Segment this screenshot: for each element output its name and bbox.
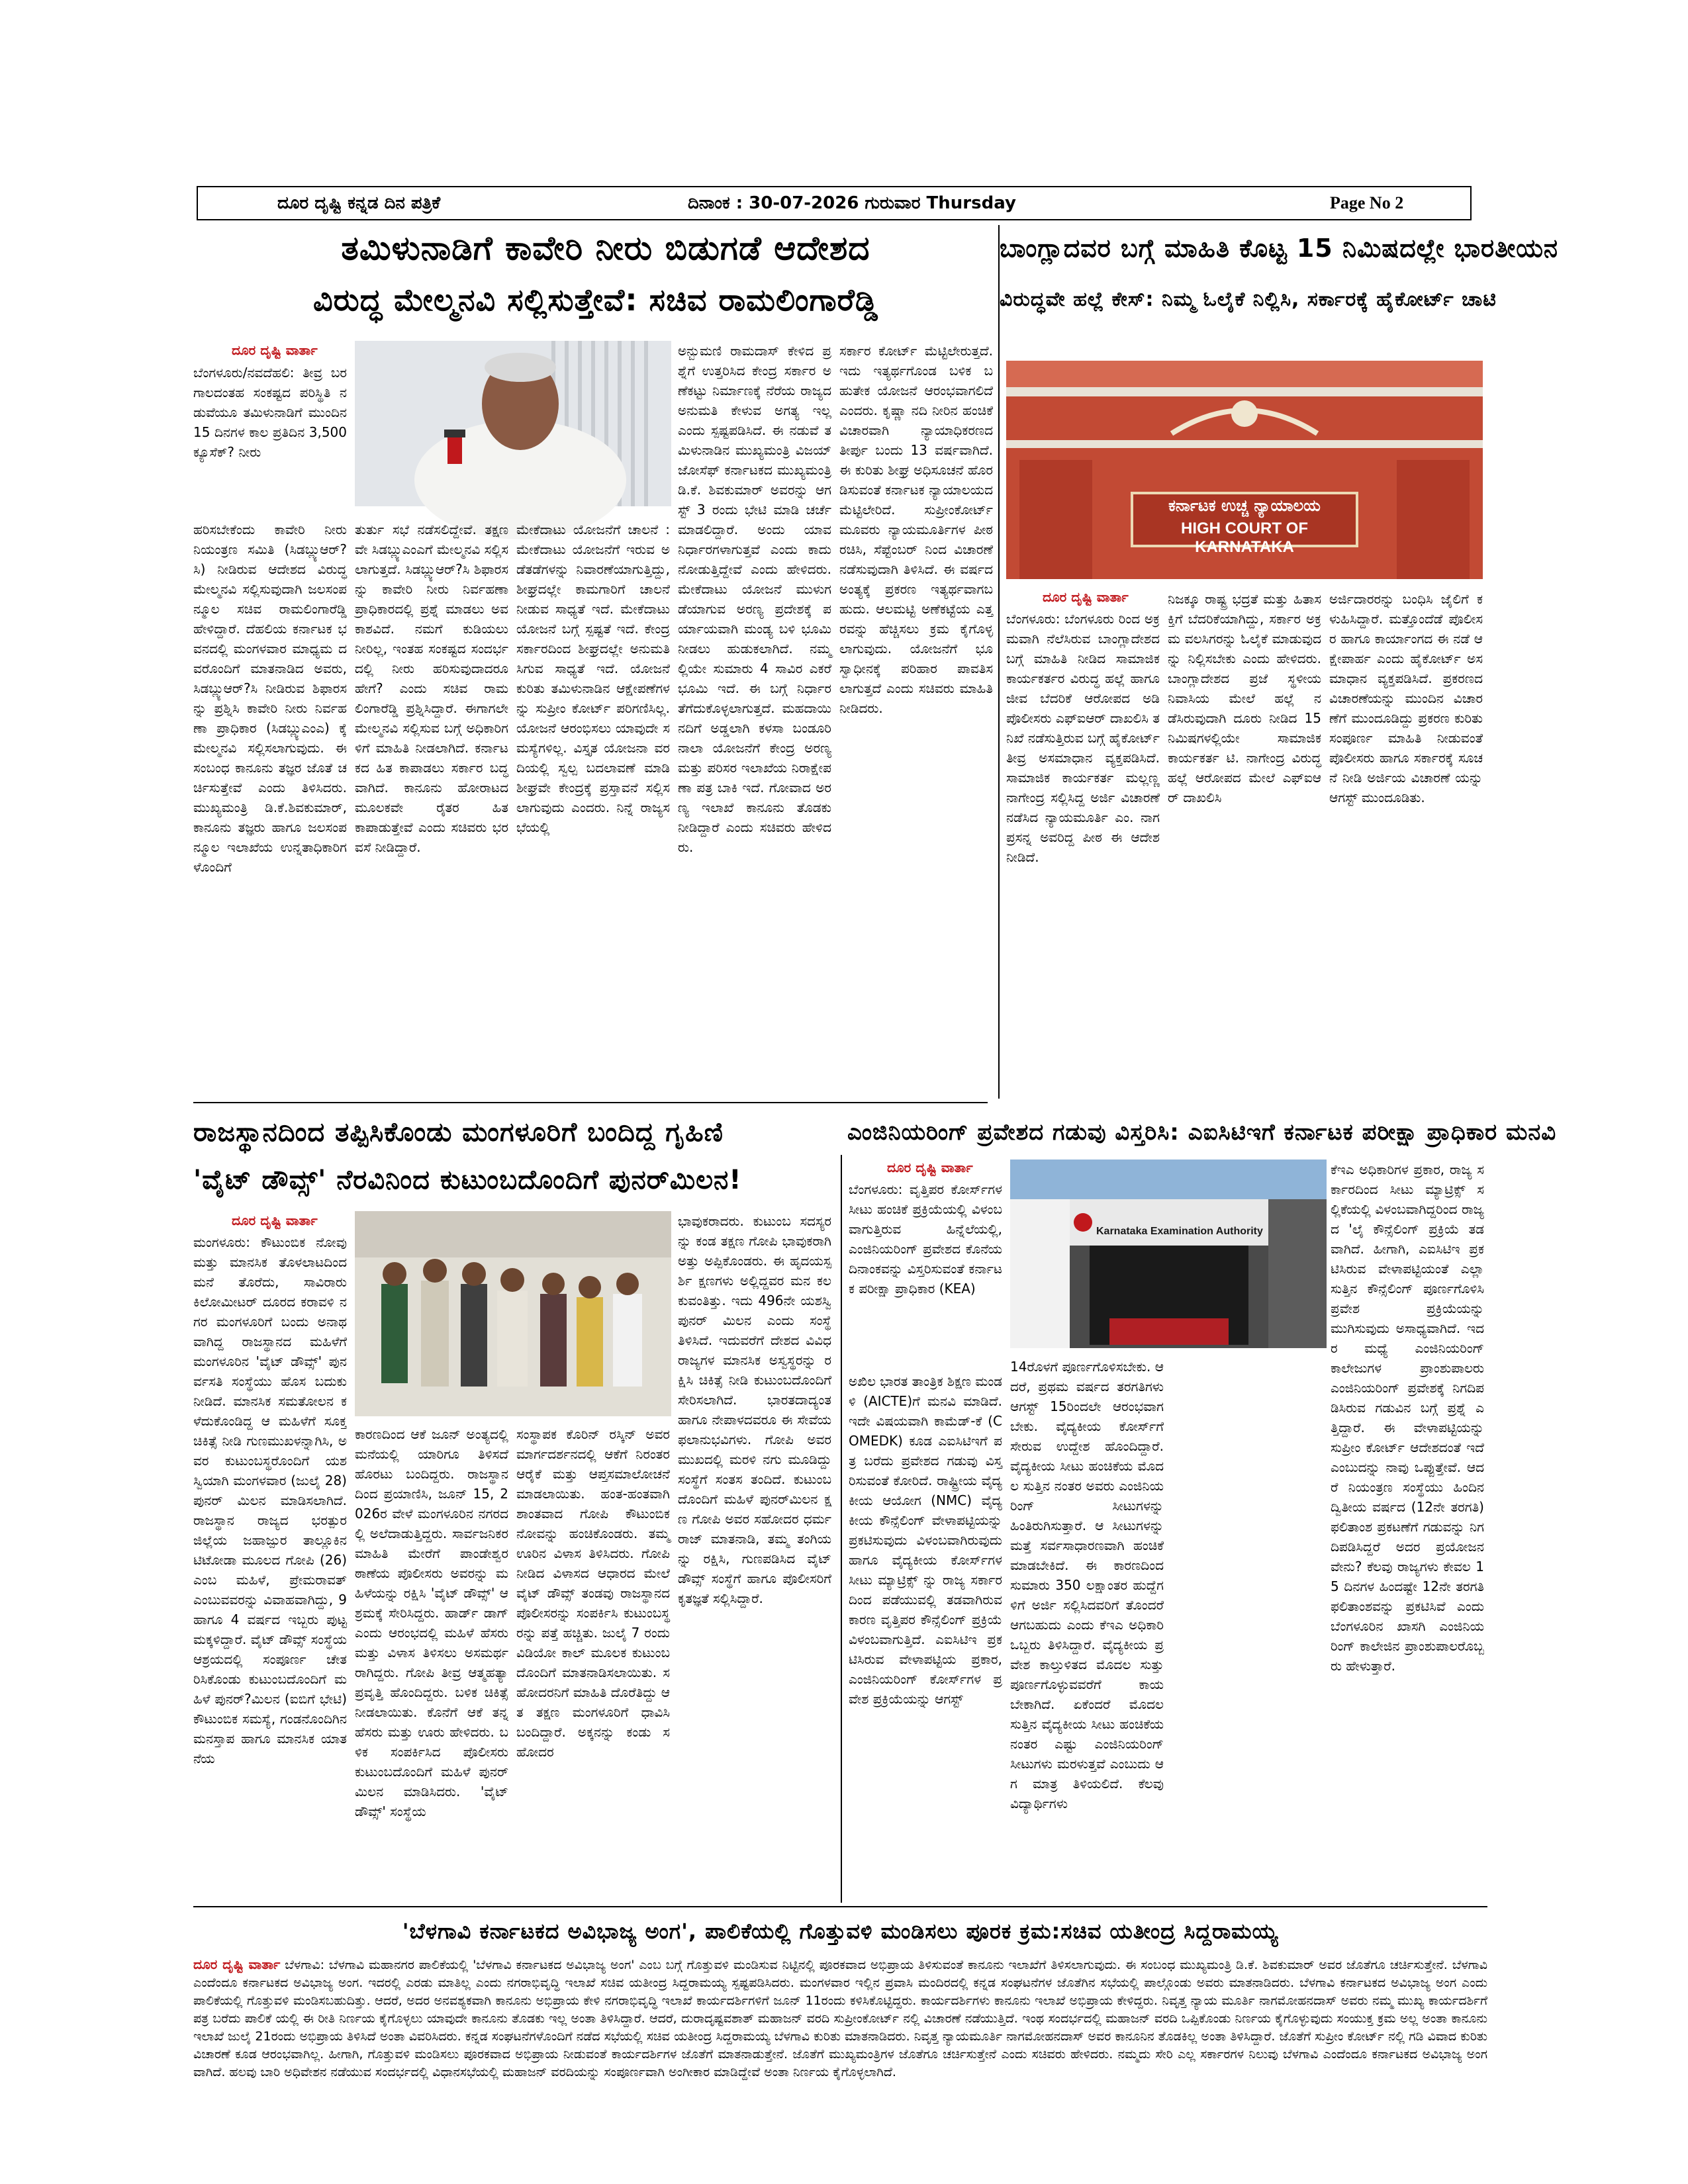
story3-col2: ಕಾರಣದಿಂದ ಆಕೆ ಜೂನ್ ಅಂತ್ಯದಲ್ಲಿ ಮನೆಯಲ್ಲಿ ಯಾರಿಗೂ ತಿಳಿಸದೆ ಹೊರಟು ಬಂದಿದ್ದರು. ರಾಜಸ್ಥಾನದಿಂದ ಪ್ರಯಾಣಿಸಿ, ಜೂನ್ 15, 2026ರ ವೇಳೆ ಮಂಗಳೂರಿನ ನಗರದಲ್ಲಿ ಅಲೆದಾಡುತ್ತಿದ್ದರು. ಸಾರ್ವಜನಿಕರ ಮಾಹಿತಿ ಮೇರೆಗೆ ಪಾಂಡೇಶ್ವರ ಠಾಣೆಯ ಪೊಲೀಸರು ಅವರನ್ನು ಮಹಿಳೆಯನ್ನು ರಕ್ಷಿಸಿ 'ವೈಟ್ ಡೌವ್ಸ್' ಆಶ್ರಮಕ್ಕೆ ಸೇರಿಸಿದ್ದರು. ಹಾರ್ಡ್ ಡಾಗ್ ಎಂದು ಆರಂಭದಲ್ಲಿ ಮಹಿಳೆ ಹೆಸರು ಮತ್ತು ವಿಳಾಸ ತಿಳಿಸಲು ಅಸಮರ್ಥರಾಗಿದ್ದರು. ಗೋಪಿ ತೀವ್ರ ಆತ್ಮಹತ್ಯಾ ಪ್ರವೃತ್ತಿ ಹೊಂದಿದ್ದರು. ಬಳಿಕ ಚಿಕಿತ್ಸೆ ನೀಡಲಾಯಿತು. ಕೊನೆಗೆ ಆಕೆ ತನ್ನ ಹೆಸರು ಮತ್ತು ಊರು ಹೇಳಿದರು. ಬಳಿಕ ಸಂಪರ್ಕಿಸಿದ ಪೊಲೀಸರು ಕುಟುಂಬದೊಂದಿಗೆ ಮಹಿಳೆ ಪುನರ್ ಮಿಲನ ಮಾಡಿಸಿದರು. 'ವೈಟ್ ಡೌವ್ಸ್' ಸಂಸ್ಥೆಯ [355,1426,508,1819]
story4-headline: ಎಂಜಿನಿಯರಿಂಗ್ ಪ್ರವೇಶದ ಗಡುವು ವಿಸ್ತರಿಸಿ: ಎಐಸಿಟಿಇಗೆ ಕರ್ನಾಟಕ ಪರೀಕ್ಷಾ ಪ್ರಾಧಿಕಾರ ಮನವಿ [847,1119,1557,1146]
story3-headline-line1: ರಾಜಸ್ಥಾನದಿಂದ ತಪ್ಪಿಸಿಕೊಂಡು ಮಂಗಳೂರಿಗೆ ಬಂದಿದ್ದ ಗೃಹಿಣಿ [193,1117,724,1148]
story2-headline-line2: ವಿರುದ್ಧವೇ ಹಲ್ಲೆ ಕೇಸ್: ನಿಮ್ಮ ಓಲೈಕೆ ನಿಲ್ಲಿಸಿ, ಸರ್ಕಾರಕ್ಕೆ ಹೈಕೋರ್ಟ್ ಚಾಟಿ [1000,288,1497,311]
story3-byline: ದೂರ ದೃಷ್ಟಿ ವಾರ್ತಾ [232,1212,318,1228]
story2-col1: ಬೆಂಗಳೂರು: ಬೆಂಗಳೂರು ರಿಂದ ಅಕ್ರಮವಾಗಿ ನೆಲೆಸಿರುವ ಬಾಂಗ್ಲಾದೇಶದ ಬಗ್ಗೆ ಮಾಹಿತಿ ನೀಡಿದ ಸಾಮಾಜಿಕ ಕಾರ್ಯಕರ್ತರ ವಿರುದ್ಧ ಹಲ್ಲೆ ಹಾಗೂ ಜೀವ ಬೆದರಿಕೆ ಆರೋಪದ ಅಡಿ ಪೊಲೀಸರು ಎಫ್ಐಆರ್ ದಾಖಲಿಸಿ ತನಿಖೆ ನಡೆಸುತ್ತಿರುವ ಬಗ್ಗೆ ಹೈಕೋರ್ಟ್ ತೀವ್ರ ಅಸಮಾಧಾನ ವ್ಯಕ್ತಪಡಿಸಿದೆ. ಸಾಮಾಜಿಕ ಕಾರ್ಯಕರ್ತ ಮಲ್ಲಣ್ಣ ನಾಗೇಂದ್ರ ಸಲ್ಲಿಸಿದ್ದ ಅರ್ಜಿ ವಿಚಾರಣೆ ನಡೆಸಿದ ನ್ಯಾಯಮೂರ್ತಿ ಎಂ. ನಾಗಪ್ರಸನ್ನ ಅವರಿದ್ದ ಪೀಠ ಈ ಆದೇಶ ನೀಡಿದೆ. [1006,611,1160,865]
story1-col1-top: ಬೆಂಗಳೂರು/ನವದೆಹಲಿ: ತೀವ್ರ ಬರಗಾಲದಂತಹ ಸಂಕಷ್ಟದ ಪರಿಸ್ಥಿತಿ ನಡುವೆಯೂ ತಮಿಳುನಾಡಿಗೆ ಮುಂದಿನ 15 ದಿನಗಳ ಕಾಲ ಪ್ರತಿದಿನ 3,500 ಕ್ಯೂಸೆಕ್? ನೀರು [193,365,347,460]
story2-col2: ನಿಜಕ್ಕೂ ರಾಷ್ಟ್ರ ಭದ್ರತೆ ಮತ್ತು ಹಿತಾಸಕ್ತಿಗೆ ಬೆದರಿಕೆಯಾಗಿದ್ದು, ಸರ್ಕಾರ ಅಕ್ರಮ ವಲಸಿಗರನ್ನು ಓಲೈಕೆ ಮಾಡುವುದನ್ನು ನಿಲ್ಲಿಸಬೇಕು ಎಂದು ಹೇಳಿದರು. ಬಾಂಗ್ಲಾದೇಶದ ಪ್ರಜೆ ಸ್ಥಳೀಯ ನಿವಾಸಿಯ ಮೇಲೆ ಹಲ್ಲೆ ನಡೆಸಿರುವುದಾಗಿ ದೂರು ನೀಡಿದ 15 ನಿಮಿಷಗಳಲ್ಲಿಯೇ ಸಾಮಾಜಿಕ ಕಾರ್ಯಕರ್ತ ಟಿ. ನಾಗೇಂದ್ರ ವಿರುದ್ಧ ಹಲ್ಲೆ ಆರೋಪದ ಮೇಲೆ ಎಫ್ಐಆರ್ ದಾಖಲಿಸಿ [1168,591,1321,805]
story5-byline: ದೂರ ದೃಷ್ಟಿ ವಾರ್ತಾ [193,1956,281,1972]
page-number: Page No 2 [1330,193,1404,212]
court-sign-kannada: ಕರ್ನಾಟಕ ಉಚ್ಚ ನ್ಯಾಯಾಲಯ [1168,496,1321,515]
story5-body [193,1956,1487,2154]
story3-headline-line2: 'ವೈಟ್ ಡೌವ್ಸ್' ನೆರವಿನಿಂದ ಕುಟುಂಬದೊಂದಿಗೆ ಪುನರ್‌ಮಿಲನ! [193,1165,742,1195]
story5-text: ಬೆಳಗಾವಿ: ಬೆಳಗಾವಿ ಮಹಾನಗರ ಪಾಲಿಕೆಯಲ್ಲಿ 'ಬೆಳಗಾವಿ ಕರ್ನಾಟಕದ ಅವಿಭಾಜ್ಯ ಅಂಗ' ಎಂಬ ಬಗ್ಗೆ ಗೊತ್ತುವಳಿ ಮಂಡಿಸುವ ನಿಟ್ಟಿನಲ್ಲಿ ಪೂರಕವಾದ ಅಭಿಪ್ರಾಯ ತಿಳಿಸುವಂತೆ ಕಾನೂನು ಇಲಾಖೆಗೆ ತಿಳಿಸಲಾಗುವುದು. ಈ ಸಂಬಂಧ ಮುಖ್ಯಮಂತ್ರಿ ಡಿ.ಕೆ. ಶಿವಕುಮಾರ್ ಅವರ ಜೊತೆಗೂ ಚರ್ಚಿಸುತ್ತೇನೆ. ಬೆಳಗಾವಿ ಎಂದೆಂದೂ ಕರ್ನಾಟಕದ ಅವಿಭಾಜ್ಯ ಅಂಗ. ಇದರಲ್ಲಿ ಎರಡು ಮಾತಿಲ್ಲ ಎಂದು ನಗರಾಭಿವೃದ್ಧಿ ಇಲಾಖೆ ಸಚಿವ ಯತೀಂದ್ರ ಸಿದ್ದರಾಮಯ್ಯ ಸ್ಪಷ್ಟಪಡಿಸಿದರು. ಮಂಗಳವಾರ ಇಲ್ಲಿನ ಪ್ರವಾಸಿ ಮಂದಿರದಲ್ಲಿ ಕನ್ನಡ ಸಂಘಟನೆಗಳ ಜೊತೆಗಿನ ಸಭೆಯಲ್ಲಿ ಪಾಲ್ಗೊಂಡು ಅವರು ಮಾತನಾಡಿದರು. ಬೆಳಗಾವಿ ಕರ್ನಾಟಕದ ಅವಿಭಾಜ್ಯ ಅಂಗ ಎಂದು ಪಾಲಿಕೆಯಲ್ಲಿ ಗೊತ್ತುವಳಿ ಮಂಡಿಸಬಹುದಿತ್ತು. ಆದರೆ, ಅದರ ಅನವಶ್ಯಕವಾಗಿ ಕಾನೂನು ಅಭಿಪ್ರಾಯ ಕೇಳಿ ನಗರಾಭಿವೃದ್ಧಿ ಇಲಾಖೆ ಕಾರ್ಯದರ್ಶಿಗಳಿಗೆ ಜೂನ್ 11ರಂದು ಕಳಿಸಿಕೊಟ್ಟಿದ್ದರು. ಕಾರ್ಯದರ್ಶಿಗಳು ಕಾನೂನು ಇಲಾಖೆ ಅಭಿಪ್ರಾಯ ಕೇಳಿದ್ದರು. ನಿವೃತ್ತ ನ್ಯಾಯ ಮೂರ್ತಿ ನಾಗಮೋಹನದಾಸ್ ಅವರು ನಮ್ಮ ಮುಖ್ಯ ಕಾರ್ಯದರ್ಶಿಗೆ ಪತ್ರ ಬರೆದು ಪಾಲಿಕೆ ಯಲ್ಲಿ ಈ ರೀತಿ ನಿರ್ಣಯ ಕೈಗೊಳ್ಳಲು ಯಾವುದೇ ಕಾನೂನು ತೊಡಕು ಇಲ್ಲ ಅಂತಾ ತಿಳಿಸಿದ್ದಾರೆ. ಆದರೆ, ದುರಾದೃಷ್ಟವಶಾತ್ ಮಹಾಜನ್ ವರದಿ ಸುಪ್ರೀಂಕೋರ್ಟ್ ನಲ್ಲಿ ವಿಚಾರಣೆ ನಡೆಯುತ್ತಿದೆ. ಇಂಥ ಸಂದರ್ಭದಲ್ಲಿ ಮಹಾಜನ್ ವರದಿ ಒಪ್ಪಿಕೊಂಡು ನಿರ್ಣಯ ಕೈಗೊಳ್ಳುವುದು ಸಂಯುಕ್ತ ಕ್ರಮ ಅಲ್ಲ ಅಂತಾ ಕಾನೂನು ಇಲಾಖೆ ಜುಲೈ 21ರಂದು ಅಭಿಪ್ರಾಯ ತಿಳಿಸಿದೆ ಅಂತಾ ವಿವರಿಸಿದರು. ಕನ್ನಡ ಸಂಘಟನೆಗಳೊಂದಿಗೆ ನಡೆದ ಸಭೆಯಲ್ಲಿ ಸಚಿವ ಯತೀಂದ್ರ ಸಿದ್ದರಾಮಯ್ಯ ಬೆಳಗಾವಿ ಕುರಿತು ಮಾತನಾಡಿದರು. ನಿವೃತ್ತ ನ್ಯಾಯಮೂರ್ತಿ ನಾಗಮೋಹನದಾಸ್ ಅವರ ಕಾನೂನಿನ ತೊಡಕಿಲ್ಲ ಅಂತಾ ತಿಳಿಸಿದ್ದಾರೆ. ಜೊತೆಗೆ ಸುಪ್ರೀಂ ಕೋರ್ಟ್ ನಲ್ಲಿ ಗಡಿ ವಿವಾದ ಕುರಿತು ವಿಚಾರಣೆ ಕೂಡ ಆರಂಭವಾಗಿಲ್ಲ. ಹೀಗಾಗಿ, ಗೊತ್ತುವಳಿ ಮಂಡಿಸಲು ಪೂರಕವಾದ ಅಭಿಪ್ರಾಯ ನೀಡುವಂತೆ ಕಾರ್ಯದರ್ಶಿಗಳ ಜೊತೆಗೆ ಮಾತನಾಡುತ್ತೇನೆ. ಜೊತೆಗೆ ಮುಖ್ಯಮಂತ್ರಿಗಳ ಜೊತೆಗೂ ಚರ್ಚಿಸುತ್ತೇನೆ ಎಂದು ಸಚಿವರು ಹೇಳಿದರು. ನಮ್ಮದು ಸೇರಿ ಎಲ್ಲ ಸರ್ಕಾರಗಳ ನಿಲುವು ಬೆಳಗಾವಿ ಎಂದೆಂದೂ ಕರ್ನಾಟಕದ ಅವಿಭಾಜ್ಯ ಅಂಗವಾಗಿದೆ. ಹಲವು ಬಾರಿ ಅಧಿವೇಶನ ನಡೆಯುವ ಸಂದರ್ಭದಲ್ಲಿ ವಿಧಾನಸಭೆಯಲ್ಲಿ ಮಹಾಜನ್ ವರದಿಯನ್ನು ಸಂಪೂರ್ಣವಾಗಿ ಅಂಗೀಕಾರ ಮಾಡಿದ್ದೇವೆ ಅಂತಾ ನಿರ್ಣಯ ಕೈಗೊಳ್ಳಲಾಗಿದೆ. [193,1958,1487,2079]
story1-col5: ಸರ್ಕಾರ ಕೋರ್ಟ್ ಮೆಟ್ಟಿಲೇರುತ್ತದೆ. ಇದು ಇತ್ಯರ್ಥಗೊಂಡ ಬಳಿಕ ಬಹುತೇಕ ಯೋಜನೆ ಆರಂಭವಾಗಲಿದೆ ಎಂದರು. ಕೃಷ್ಣಾ ನದಿ ನೀರಿನ ಹಂಚಿಕೆ ವಿಚಾರವಾಗಿ ನ್ಯಾಯಾಧಿಕರಣದ ತೀರ್ಪು ಬಂದು 13 ವರ್ಷವಾಗಿದೆ. ಈ ಕುರಿತು ಶೀಘ್ರ ಅಧಿಸೂಚನೆ ಹೊರಡಿಸುವಂತೆ ಕರ್ನಾಟಕ ನ್ಯಾಯಾಲಯದ ಮೆಟ್ಟಿಲೇರಿದೆ. ಸುಪ್ರೀಂಕೋರ್ಟ್ ಮೂವರು ನ್ಯಾಯಮೂರ್ತಿಗಳ ಪೀಠ ರಚಿಸಿ, ಸೆಪ್ಟೆಂಬರ್ ನಿಂದ ವಿಚಾರಣೆ ನಡೆಸುವುದಾಗಿ ತಿಳಿಸಿದೆ. ಈ ವರ್ಷದ ಅಂತ್ಯಕ್ಕೆ ಪ್ರಕರಣ ಇತ್ಯರ್ಥವಾಗಬಹುದು. ಆಲಮಟ್ಟಿ ಅಣೆಕಟ್ಟೆಯ ಎತ್ತರವನ್ನು ಹೆಚ್ಚಿಸಲು ಕ್ರಮ ಕೈಗೊಳ್ಳಲಾಗುವುದು. ಯೋಜನೆಗೆ ಭೂ ಸ್ವಾಧೀನಕ್ಕೆ ಪರಿಹಾರ ಪಾವತಿಸಲಾಗುತ್ತದೆ ಎಂದು ಸಚಿವರು ಮಾಹಿತಿ ನೀಡಿದರು. [839,343,993,716]
story1-byline: ದೂರ ದೃಷ್ಟಿ ವಾರ್ತಾ [232,342,318,358]
section-divider [841,1155,842,1903]
story4-col2: 14ರೊಳಗೆ ಪೂರ್ಣಗೊಳಿಸಬೇಕು. ಆದರೆ, ಪ್ರಥಮ ವರ್ಷದ ತರಗತಿಗಳು ಆಗಸ್ಟ್ 15ರಿಂದಲೇ ಆರಂಭವಾಗಬೇಕು. ವೈದ್ಯಕೀಯ ಕೋರ್ಸ್‌ಗೆ ಸೇರುವ ಉದ್ದೇಶ ಹೊಂದಿದ್ದಾರೆ. ವೈದ್ಯಕೀಯ ಸೀಟು ಹಂಚಿಕೆಯ ಮೊದಲ ಸುತ್ತಿನ ನಂತರ ಅವರು ಎಂಜಿನಿಯರಿಂಗ್ ಸೀಟುಗಳನ್ನು ಹಿಂತಿರುಗಿಸುತ್ತಾರೆ. ಆ ಸೀಟುಗಳನ್ನು ಮತ್ತೆ ಸರ್ವಸಾಧಾರಣವಾಗಿ ಹಂಚಿಕೆ ಮಾಡಬೇಕಿದೆ. ಈ ಕಾರಣದಿಂದ ಸುಮಾರು 350 ಲಕ್ಷಾಂತರ ಹುದ್ದೆಗಳಿಗೆ ಅರ್ಜಿ ಸಲ್ಲಿಸಿದವರಿಗೆ ತೊಂದರೆ ಆಗಬಹುದು ಎಂದು ಕೆಇಎ ಅಧಿಕಾರಿ ಒಬ್ಬರು ತಿಳಿಸಿದ್ದಾರೆ. ವೈದ್ಯಕೀಯ ಪ್ರವೇಶ ಕಾಲ್ತುಳಿತದ ಮೊದಲ ಸುತ್ತು ಪೂರ್ಣಗೊಳ್ಳುವವರೆಗೆ ಕಾಯಬೇಕಾಗಿದೆ. ಏಕೆಂದರೆ ಮೊದಲ ಸುತ್ತಿನ ವೈದ್ಯಕೀಯ ಸೀಟು ಹಂಚಿಕೆಯ ನಂತರ ಎಷ್ಟು ಎಂಜಿನಿಯರಿಂಗ್ ಸೀಟುಗಳು ಮರಳುತ್ತವೆ ಎಂಬುದು ಆಗ ಮಾತ್ರ ತಿಳಿಯಲಿದೆ. ಕೆಲವು ವಿದ್ಯಾರ್ಥಿಗಳು [1010,1359,1164,1811]
kea-building-photo [1010,1160,1327,1348]
story4-col3: ಕೆಇಎ ಅಧಿಕಾರಿಗಳ ಪ್ರಕಾರ, ರಾಜ್ಯ ಸರ್ಕಾರದಿಂದ ಸೀಟು ಮ್ಯಾಟ್ರಿಕ್ಸ್ ಸಲ್ಲಿಕೆಯಲ್ಲಿ ವಿಳಂಬವಾಗಿದ್ದರಿಂದ ರಾಜ್ಯದ 'ಲೈ ಕೌನ್ಸೆಲಿಂಗ್ ಪ್ರಕ್ರಿಯೆ ತಡವಾಗಿದೆ. ಹೀಗಾಗಿ, ಎಐಸಿಟಿಇ ಪ್ರಕಟಿಸಿರುವ ವೇಳಾಪಟ್ಟಿಯಂತೆ ಎಲ್ಲಾ ಸುತ್ತಿನ ಕೌನ್ಸೆಲಿಂಗ್ ಪೂರ್ಣಗೊಳಿಸಿ ಪ್ರವೇಶ ಪ್ರಕ್ರಿಯೆಯನ್ನು ಮುಗಿಸುವುದು ಅಸಾಧ್ಯವಾಗಿದೆ. ಇದರ ಮಧ್ಯೆ ಎಂಜಿನಿಯರಿಂಗ್ ಕಾಲೇಜುಗಳ ಪ್ರಾಂಶುಪಾಲರು ಎಂಜಿನಿಯರಿಂಗ್ ಪ್ರವೇಶಕ್ಕೆ ನಿಗದಿಪಡಿಸಿರುವ ಗಡುವಿನ ಬಗ್ಗೆ ಪ್ರಶ್ನೆ ಎತ್ತಿದ್ದಾರೆ. ಈ ವೇಳಾಪಟ್ಟಿಯನ್ನು ಸುಪ್ರೀಂ ಕೋರ್ಟ್ ಆದೇಶದಂತೆ ಇದೆ ಎಂಬುದನ್ನು ನಾವು ಒಪ್ಪುತ್ತೇವೆ. ಆದರೆ ನಿಯಂತ್ರಣ ಸಂಸ್ಥೆಯು ಹಿಂದಿನ ದ್ವಿತೀಯ ವರ್ಷದ (12ನೇ ತರಗತಿ) ಫಲಿತಾಂಶ ಪ್ರಕಟಣೆಗೆ ಗಡುವನ್ನು ನಿಗದಿಪಡಿಸಿದ್ದರೆ ಅದರ ಪ್ರಯೋಜನವೇನು? ಕೆಲವು ರಾಜ್ಯಗಳು ಕೇವಲ 15 ದಿನಗಳ ಹಿಂದಷ್ಟೇ 12ನೇ ತರಗತಿ ಫಲಿತಾಂಶವನ್ನು ಪ್ರಕಟಿಸಿವೆ ಎಂದು ಬೆಂಗಳೂರಿನ ಖಾಸಗಿ ಎಂಜಿನಿಯರಿಂಗ್ ಕಾಲೇಜಿನ ಪ್ರಾಂಶುಪಾಲರೊಬ್ಬರು ಹೇಳುತ್ತಾರೆ. [1331,1161,1484,1674]
story1-col4: ಅನ್ಬುಮಣಿ ರಾಮದಾಸ್ ಕೇಳಿದ ಪ್ರಶ್ನೆಗೆ ಉತ್ತರಿಸಿದ ಕೇಂದ್ರ ಸರ್ಕಾರ ಅಣೆಕಟ್ಟು ನಿರ್ಮಾಣಕ್ಕೆ ನೆರೆಯ ರಾಜ್ಯದ ಅನುಮತಿ ಕೇಳುವ ಅಗತ್ಯ ಇಲ್ಲ ಎಂದು ಸ್ಪಷ್ಟಪಡಿಸಿದೆ. ಈ ನಡುವೆ ತಮಿಳುನಾಡಿನ ಮುಖ್ಯಮಂತ್ರಿ ವಿಜಯ್ ಜೋಸೆಫ್ ಕರ್ನಾಟಕದ ಮುಖ್ಯಮಂತ್ರಿ ಡಿ.ಕೆ. ಶಿವಕುಮಾರ್ ಅವರನ್ನು ಆಗಸ್ಟ್ 3 ರಂದು ಭೇಟಿ ಮಾಡಿ ಚರ್ಚೆ ಮಾಡಲಿದ್ದಾರೆ. ಅಂದು ಯಾವ ನಿರ್ಧಾರಗಳಾಗುತ್ತವೆ ಎಂದು ಕಾದು ನೋಡುತ್ತಿದ್ದೇವೆ ಎಂದು ಹೇಳಿದರು. ಮೇಕೆದಾಟು ಯೋಜನೆ ಮುಳುಗಡೆಯಾಗುವ ಅರಣ್ಯ ಪ್ರದೇಶಕ್ಕೆ ಪರ್ಯಾಯವಾಗಿ ಮಂಡ್ಯ ಬಳಿ ಭೂಮಿ ನೀಡಲು ಹುಡುಕಲಾಗಿದೆ. ನಮ್ಮಲ್ಲಿಯೇ ಸುಮಾರು 4 ಸಾವಿರ ಎಕರೆ ಭೂಮಿ ಇದೆ. ಈ ಬಗ್ಗೆ ನಿರ್ಧಾರ ತೆಗೆದುಕೊಳ್ಳಲಾಗುತ್ತದೆ. ಮಹದಾಯಿ ನದಿಗೆ ಅಡ್ಡಲಾಗಿ ಕಳಸಾ ಬಂಡೂರಿ ನಾಲಾ ಯೋಜನೆಗೆ ಕೇಂದ್ರ ಅರಣ್ಯ ಮತ್ತು ಪರಿಸರ ಇಲಾಖೆಯ ನಿರಾಕ್ಷೇಪಣಾ ಪತ್ರ ಬಾಕಿ ಇದೆ. ಗೋವಾದ ಅರಣ್ಯ ಇಲಾಖೆ ಕಾನೂನು ತೊಡಕು ನೀಡಿದ್ದಾರೆ ಎಂದು ಸಚಿವರು ಹೇಳಿದರು. [678,343,831,855]
kea-sign: Karnataka Examination Authority [1096,1226,1263,1237]
story1-col3: ಮೇಕೆದಾಟು ಯೋಜನೆಗೆ ಚಾಲನೆ : ಮೇಕೆದಾಟು ಯೋಜನೆಗೆ ಇರುವ ಅಡೆತಡೆಗಳನ್ನು ನಿವಾರಣೆಯಾಗುತ್ತಿದ್ದು, ಶೀಘ್ರದಲ್ಲೇ ಕಾಮಗಾರಿಗೆ ಚಾಲನೆ ನೀಡುವ ಸಾಧ್ಯತೆ ಇದೆ. ಮೇಕೆದಾಟು ಯೋಜನೆ ಬಗ್ಗೆ ಸ್ಪಷ್ಟತೆ ಇದೆ. ಕೇಂದ್ರ ಸರ್ಕಾರದಿಂದ ಶೀಘ್ರದಲ್ಲೇ ಅನುಮತಿ ಸಿಗುವ ಸಾಧ್ಯತೆ ಇದೆ. ಯೋಜನೆ ಕುರಿತು ತಮಿಳುನಾಡಿನ ಆಕ್ಷೇಪಣೆಗಳನ್ನು ಸುಪ್ರೀಂ ಕೋರ್ಟ್ ಪರಿಗಣಿಸಿಲ್ಲ. ಯೋಜನೆ ಆರಂಭಿಸಲು ಯಾವುದೇ ಸಮಸ್ಯೆಗಳಿಲ್ಲ. ವಿಸ್ತೃತ ಯೋಜನಾ ವರದಿಯಲ್ಲಿ ಸ್ವಲ್ಪ ಬದಲಾವಣೆ ಮಾಡಿ ಶೀಘ್ರವೇ ಕೇಂದ್ರಕ್ಕೆ ಪ್ರಸ್ತಾವನೆ ಸಲ್ಲಿಸಲಾಗುವುದು ಎಂದರು. ನಿನ್ನೆ ರಾಜ್ಯಸಭೆಯಲ್ಲಿ [516,522,670,835]
issue-date: ದಿನಾಂಕ : 30-07-2026 ಗುರುವಾರ Thursday [688,193,1016,213]
page-header [197,186,1472,220]
story3-col3: ಸಂಸ್ಥಾಪಕ ಕೊರಿನ್ ರಸ್ಕಿನ್ ಅವರ ಮಾರ್ಗದರ್ಶನದಲ್ಲಿ ಆಕೆಗೆ ನಿರಂತರ ಆರೈಕೆ ಮತ್ತು ಆಪ್ತಸಮಾಲೋಚನೆ ಮಾಡಲಾಯಿತು. ಹಂತ-ಹಂತವಾಗಿ ಶಾಂತವಾದ ಗೋಪಿ ಕೌಟುಂಬಿಕ ನೋವನ್ನು ಹಂಚಿಕೊಂಡರು. ತಮ್ಮ ಊರಿನ ವಿಳಾಸ ತಿಳಿಸಿದರು. ಗೋಪಿ ನೀಡಿದ ವಿಳಾಸದ ಆಧಾರದ ಮೇಲೆ ವೈಟ್ ಡೌವ್ಸ್ ತಂಡವು ರಾಜಸ್ಥಾನದ ಪೊಲೀಸರನ್ನು ಸಂಪರ್ಕಿಸಿ ಕುಟುಂಬಸ್ಥರನ್ನು ಪತ್ತೆ ಹಚ್ಚಿತು. ಜುಲೈ 7 ರಂದು ವಿಡಿಯೋ ಕಾಲ್ ಮೂಲಕ ಕುಟುಂಬದೊಂದಿಗೆ ಮಾತನಾಡಿಸಲಾಯಿತು. ಸಹೋದರನಿಗೆ ಮಾಹಿತಿ ದೊರೆತಿದ್ದು ಆತ ತಕ್ಷಣ ಮಂಗಳೂರಿಗೆ ಧಾವಿಸಿ ಬಂದಿದ್ದಾರೆ. ಅಕ್ಕನನ್ನು ಕಂಡು ಸಹೋದರ [516,1426,670,1760]
story1-headline-line2: ವಿರುದ್ಧ ಮೇಲ್ಮನವಿ ಸಲ್ಲಿಸುತ್ತೇವೆ: ಸಚಿವ ರಾಮಲಿಂಗಾರೆಡ್ಡಿ [312,282,879,318]
story1-col1-bottom: ಹರಿಸಬೇಕೆಂದು ಕಾವೇರಿ ನೀರು ನಿಯಂತ್ರಣ ಸಮಿತಿ (ಸಿಡಬ್ಲ್ಯುಆರ್?ಸಿ) ನೀಡಿರುವ ಆದೇಶದ ವಿರುದ್ಧ ಮೇಲ್ಮನವಿ ಸಲ್ಲಿಸುವುದಾಗಿ ಜಲಸಂಪನ್ಮೂಲ ಸಚಿವ ರಾಮಲಿಂಗಾರೆಡ್ಡಿ ಹೇಳಿದ್ದಾರೆ. ದೆಹಲಿಯ ಕರ್ನಾಟಕ ಭವನದಲ್ಲಿ ಮಂಗಳವಾರ ಮಾಧ್ಯಮ ದವರೊಂದಿಗೆ ಮಾತನಾಡಿದ ಅವರು, ಸಿಡಬ್ಲ್ಯುಆರ್?ಸಿ ನೀಡಿರುವ ಶಿಫಾರಸನ್ನು ಪ್ರಶ್ನಿಸಿ ಕಾವೇರಿ ನೀರು ನಿರ್ವಹಣಾ ಪ್ರಾಧಿಕಾರ (ಸಿಡಬ್ಲ್ಯುಎಂಎ) ಕ್ಕೆ ಮೇಲ್ಮನವಿ ಸಲ್ಲಿಸಲಾಗುವುದು. ಈ ಸಂಬಂಧ ಕಾನೂನು ತಜ್ಞರ ಜೊತೆ ಚರ್ಚಿಸುತ್ತೇವೆ ಎಂದು ತಿಳಿಸಿದರು. ಮುಖ್ಯಮಂತ್ರಿ ಡಿ.ಕೆ.ಶಿವಕುಮಾರ್, ಕಾನೂನು ತಜ್ಞರು ಹಾಗೂ ಜಲಸಂಪನ್ಮೂಲ ಇಲಾಖೆಯ ಉನ್ನತಾಧಿಕಾರಿಗಳೊಂದಿಗೆ [193,522,347,875]
story2-headline-line1: ಬಾಂಗ್ಲಾದವರ ಬಗ್ಗೆ ಮಾಹಿತಿ ಕೊಟ್ಟ 15 ನಿಮಿಷದಲ್ಲೇ ಭಾರತೀಯನ [1000,234,1559,263]
high-court-photo [1006,361,1483,579]
story5-headline: 'ಬೆಳಗಾವಿ ಕರ್ನಾಟಕದ ಅವಿಭಾಜ್ಯ ಅಂಗ', ಪಾಲಿಕೆಯಲ್ಲಿ ಗೊತ್ತುವಳಿ ಮಂಡಿಸಲು ಪೂರಕ ಕ್ರಮ:ಸಚಿವ ಯತೀಂದ್ರ ಸಿದ್ದರಾಮಯ್ಯ [402,1919,1279,1944]
story2-col3: ಅರ್ಜಿದಾರರನ್ನು ಬಂಧಿಸಿ ಜೈಲಿಗೆ ಕಳುಹಿಸಿದ್ದಾರೆ. ಮತ್ತೊಂದೆಡೆ ಪೊಲೀಸರ ಹಾಗೂ ಕಾರ್ಯಾಂಗದ ಈ ನಡೆ ಆಕ್ಷೇಪಾರ್ಹ ಎಂದು ಹೈಕೋರ್ಟ್ ಅಸಮಾಧಾನ ವ್ಯಕ್ತಪಡಿಸಿದೆ. ಪ್ರಕರಣದ ವಿಚಾರಣೆಯನ್ನು ಮುಂದಿನ ವಿಚಾರಣೆಗೆ ಮುಂದೂಡಿದ್ದು ಪ್ರಕರಣ ಕುರಿತು ಸಂಪೂರ್ಣ ಮಾಹಿತಿ ನೀಡುವಂತೆ ಪೊಲೀಸರು ಹಾಗೂ ಸರ್ಕಾರಕ್ಕೆ ಸೂಚನೆ ನೀಡಿ ಅರ್ಜಿಯ ವಿಚಾರಣೆ ಯನ್ನು ಆಗಸ್ಟ್ ಮುಂದೂಡಿತು. [1329,591,1483,805]
story4-col1-bottom: ಅಖಿಲ ಭಾರತ ತಾಂತ್ರಿಕ ಶಿಕ್ಷಣ ಮಂಡಳಿ (AICTE)ಗೆ ಮನವಿ ಮಾಡಿದೆ. ಇದೇ ವಿಷಯವಾಗಿ ಕಾಮೆಡ್-ಕೆ (COMEDK) ಕೂಡ ಎಐಸಿಟಿಇಗೆ ಪತ್ರ ಬರೆದು ಪ್ರವೇಶದ ಗಡುವು ವಿಸ್ತರಿಸುವಂತೆ ಕೋರಿದೆ. ರಾಷ್ಟ್ರೀಯ ವೈದ್ಯಕೀಯ ಆಯೋಗ (NMC) ವೈದ್ಯಕೀಯ ಕೌನ್ಸೆಲಿಂಗ್ ವೇಳಾಪಟ್ಟಿಯನ್ನು ಪ್ರಕಟಿಸುವುದು ವಿಳಂಬವಾಗಿರುವುದು ಹಾಗೂ ವೈದ್ಯಕೀಯ ಕೋರ್ಸ್‌ಗಳ ಸೀಟು ಮ್ಯಾಟ್ರಿಕ್ಸ್ ನ್ನು ರಾಜ್ಯ ಸರ್ಕಾರದಿಂದ ಪಡೆಯುವಲ್ಲಿ ತಡವಾಗಿರುವ ಕಾರಣ ವೃತ್ತಿಪರ ಕೌನ್ಸೆಲಿಂಗ್ ಪ್ರಕ್ರಿಯೆ ವಿಳಂಬವಾಗುತ್ತಿದೆ. ಎಐಸಿಟಿಇ ಪ್ರಕಟಿಸಿರುವ ವೇಳಾಪಟ್ಟಿಯ ಪ್ರಕಾರ, ಎಂಜಿನಿಯರಿಂಗ್ ಕೋರ್ಸ್‌ಗಳ ಪ್ರವೇಶ ಪ್ರಕ್ರಿಯೆಯನ್ನು ಆಗಸ್ಟ್ [849,1373,1002,1707]
story3-col4: ಭಾವುಕರಾದರು. ಕುಟುಂಬ ಸದಸ್ಯರನ್ನು ಕಂಡ ತಕ್ಷಣ ಗೋಪಿ ಭಾವುಕರಾಗಿ ಅತ್ತು ಅಪ್ಪಿಕೊಂಡರು. ಈ ಹೃದಯಸ್ಪರ್ಶಿ ಕ್ಷಣಗಳು ಅಲ್ಲಿದ್ದವರ ಮನ ಕಲಕುವಂತಿತ್ತು. ಇದು 496ನೇ ಯಶಸ್ವಿ ಪುನರ್ ಮಿಲನ ಎಂದು ಸಂಸ್ಥೆ ತಿಳಿಸಿದೆ. ಇದುವರೆಗೆ ದೇಶದ ವಿವಿಧ ರಾಜ್ಯಗಳ ಮಾನಸಿಕ ಅಸ್ವಸ್ಥರನ್ನು ರಕ್ಷಿಸಿ ಚಿಕಿತ್ಸೆ ನೀಡಿ ಕುಟುಂಬದೊಂದಿಗೆ ಸೇರಿಸಲಾಗಿದೆ. ಭಾರತದಾದ್ಯಂತ ಹಾಗೂ ನೇಪಾಳದವರೂ ಈ ಸೇವೆಯ ಫಲಾನುಭವಿಗಳು. ಗೋಪಿ ಅವರ ಮುಖದಲ್ಲಿ ಮರಳಿ ನಗು ಮೂಡಿದ್ದು ಸಂಸ್ಥೆಗೆ ಸಂತಸ ತಂದಿದೆ. ಕುಟುಂಬದೊಂದಿಗೆ ಮಹಿಳೆ ಪುನರ್‌ಮಿಲನ ಕ್ಷಣ ಗೋಪಿ ಅವರ ಸಹೋದರ ಧರ್ಮರಾಜ್ ಮಾತನಾಡಿ, ತಮ್ಮ ತಂಗಿಯನ್ನು ರಕ್ಷಿಸಿ, ಗುಣಪಡಿಸಿದ ವೈಟ್ ಡೌವ್ಸ್ ಸಂಸ್ಥೆಗೆ ಹಾಗೂ ಪೊಲೀಸರಿಗೆ ಕೃತಜ್ಞತೆ ಸಲ್ಲಿಸಿದ್ದಾರೆ. [678,1213,831,1606]
story2-byline: ದೂರ ದೃಷ್ಟಿ ವಾರ್ತಾ [1043,589,1129,605]
story4-col1-top: ಬೆಂಗಳೂರು: ವೃತ್ತಿಪರ ಕೋರ್ಸ್‌ಗಳ ಸೀಟು ಹಂಚಿಕೆ ಪ್ರಕ್ರಿಯೆಯಲ್ಲಿ ವಿಳಂಬವಾಗುತ್ತಿರುವ ಹಿನ್ನೆಲೆಯಲ್ಲಿ, ಎಂಜಿನಿಯರಿಂಗ್ ಪ್ರವೇಶದ ಕೊನೆಯ ದಿನಾಂಕವನ್ನು ವಿಸ್ತರಿಸುವಂತೆ ಕರ್ನಾಟಕ ಪರೀಕ್ಷಾ ಪ್ರಾಧಿಕಾರ (KEA) [849,1181,1002,1297]
story3-col1: ಮಂಗಳೂರು: ಕೌಟುಂಬಿಕ ನೋವು ಮತ್ತು ಮಾನಸಿಕ ತೊಳಲಾಟದಿಂದ ಮನೆ ತೊರೆದು, ಸಾವಿರಾರು ಕಿಲೋಮೀಟರ್ ದೂರದ ಕರಾವಳಿ ನಗರ ಮಂಗಳೂರಿಗೆ ಬಂದು ಅನಾಥವಾಗಿದ್ದ ರಾಜಸ್ಥಾನದ ಮಹಿಳೆಗೆ ಮಂಗಳೂರಿನ 'ವೈಟ್ ಡೌವ್ಸ್' ಪುನರ್ವಸತಿ ಸಂಸ್ಥೆಯು ಹೊಸ ಬದುಕು ನೀಡಿದೆ. ಮಾನಸಿಕ ಸಮತೋಲನ ಕಳೆದುಕೊಂಡಿದ್ದ ಆ ಮಹಿಳೆಗೆ ಸೂಕ್ತ ಚಿಕಿತ್ಸೆ ನೀಡಿ ಗುಣಮುಖಳನ್ನಾಗಿಸಿ, ಅವರ ಕುಟುಂಬಸ್ಥರೊಂದಿಗೆ ಯಶಸ್ವಿಯಾಗಿ ಮಂಗಳವಾರ (ಜುಲೈ 28) ಪುನರ್ ಮಿಲನ ಮಾಡಿಸಲಾಗಿದೆ. ರಾಜಸ್ಥಾನ ರಾಜ್ಯದ ಭರತ್ಪುರ ಜಿಲ್ಲೆಯ ಜಹಾಜ್ಪುರ ತಾಲ್ಲೂಕಿನ ಟಿಟೋಡಾ ಮೂಲದ ಗೋಪಿ (26) ಎಂಬ ಮಹಿಳೆ, ಪ್ರೇಮರಾವತ್ ಎಂಬುವವರನ್ನು ವಿವಾಹವಾಗಿದ್ದು, 9 ಹಾಗೂ 4 ವರ್ಷದ ಇಬ್ಬರು ಪುಟ್ಟ ಮಕ್ಕಳಿದ್ದಾರೆ. ವೈಟ್ ಡೌವ್ಸ್ ಸಂಸ್ಥೆಯ ಆಶ್ರಯದಲ್ಲಿ ಸಂಪೂರ್ಣ ಚೇತರಿಸಿಕೊಂಡು ಕುಟುಂಬದೊಂದಿಗೆ ಮಹಿಳೆ ಪುನರ್?ಮಿಲನ (ಐಬಿಗೆ ಭೇಟಿ) ಕೌಟುಂಬಿಕ ಸಮಸ್ಯೆ, ಗಂಡನೊಂದಿಗಿನ ಮನಸ್ತಾಪ ಹಾಗೂ ಮಾನಸಿಕ ಯಾತನೆಯ [193,1234,347,1766]
section-divider [193,1102,988,1103]
family-reunion-photo [355,1211,671,1416]
section-divider [193,1906,1487,1907]
paper-name: ದೂರ ದೃಷ್ಟಿ ಕನ್ನಡ ದಿನ ಪತ್ರಿಕೆ [277,193,441,213]
column-divider [998,225,1000,1099]
minister-photo [355,341,671,506]
story4-byline: ದೂರ ದೃಷ್ಟಿ ವಾರ್ತಾ [887,1160,973,1175]
story1-col2: ತುರ್ತು ಸಭೆ ನಡೆಸಲಿದ್ದೇವೆ. ತಕ್ಷಣವೇ ಸಿಡಬ್ಲ್ಯುಎಂಎಗೆ ಮೇಲ್ಮನವಿ ಸಲ್ಲಿಸಲಾಗುತ್ತದೆ. ಸಿಡಬ್ಲ್ಯುಆರ್?ಸಿ ಶಿಫಾರಸನ್ನು ಕಾವೇರಿ ನೀರು ನಿರ್ವಹಣಾ ಪ್ರಾಧಿಕಾರದಲ್ಲಿ ಪ್ರಶ್ನೆ ಮಾಡಲು ಅವಕಾಶವಿದೆ. ನಮಗೆ ಕುಡಿಯಲು ನೀರಿಲ್ಲ, ಇಂತಹ ಸಂಕಷ್ಟದ ಸಂದರ್ಭದಲ್ಲಿ ನೀರು ಹರಿಸುವುದಾದರೂ ಹೇಗೆ? ಎಂದು ಸಚಿವ ರಾಮಲಿಂಗಾರೆಡ್ಡಿ ಪ್ರಶ್ನಿಸಿದ್ದಾರೆ. ಈಗಾಗಲೇ ಮೇಲ್ಮನವಿ ಸಲ್ಲಿಸುವ ಬಗ್ಗೆ ಅಧಿಕಾರಿಗಳಿಗೆ ಮಾಹಿತಿ ನೀಡಲಾಗಿದೆ. ಕರ್ನಾಟಕದ ಹಿತ ಕಾಪಾಡಲು ಸರ್ಕಾರ ಬದ್ಧವಾಗಿದೆ. ಕಾನೂನು ಹೋರಾಟದ ಮೂಲಕವೇ ರೈತರ ಹಿತ ಕಾಪಾಡುತ್ತೇವೆ ಎಂದು ಸಚಿವರು ಭರವಸೆ ನೀಡಿದ್ದಾರೆ. [355,522,508,855]
court-sign-english: HIGH COURT OF KARNATAKA [1181,520,1308,556]
story1-headline-line1: ತಮಿಳುನಾಡಿಗೆ ಕಾವೇರಿ ನೀರು ಬಿಡುಗಡೆ ಆದೇಶದ [341,229,870,267]
